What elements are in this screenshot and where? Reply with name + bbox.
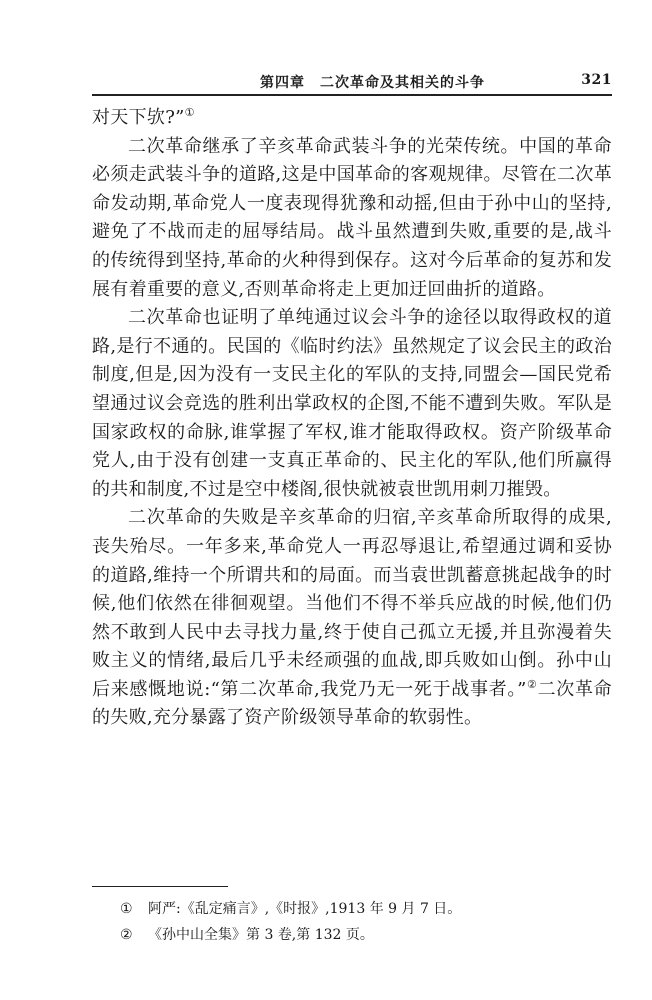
footnote-1 [120, 896, 600, 922]
paragraph-continuation [92, 104, 612, 133]
paragraph-2: 二次革命也证明了单纯通过议会斗争的途径以取得政权的道路,是行不通的。民国的《临时约法》虽然规定了议会民主的政治制度,但是,因为没有一支民主化的军队的支持,同盟会—国民党希望通过议会竞选的胜利出掌政权的企图,不能不遭到失败。军队是国家政权的命脉,谁掌握了军权,谁才能取得政权。资产阶级革命党人,由于没有创建一支真正革命的、民主化的军队,他们所赢得的共和制度,不过是空中楼阁,很快就被袁世凯用刺刀摧毁。 [92, 307, 612, 500]
paragraph-text: 对天下欤?” [92, 107, 185, 128]
footnote-text: 《孙中山全集》第 3 卷,第 132 页。 [148, 927, 374, 943]
footnote-2 [120, 922, 600, 948]
footnote-ref-2[interactable]: ② [526, 677, 538, 691]
paragraph-1: 二次革命继承了辛亥革命武装斗争的光荣传统。中国的革命必须走武装斗争的道路,这是中国革命的客观规律。尽管在二次革命发动期,革命党人一度表现得犹豫和动摇,但由于孙中山的坚持,避免了不战而走的屈辱结局。战斗虽然遭到失败,重要的是,战斗的传统得到坚持,革命的火种得到保存。这对今后革命的复苏和发展有着重要的意义,否则革命将走上更加迂回曲折的道路。 [92, 135, 612, 300]
chapter-title: 第四章 二次革命及其相关的斗争 [260, 75, 485, 91]
footnote-mark: ② [120, 927, 133, 943]
footnote-ref-1[interactable]: ① [184, 106, 195, 119]
body-text [92, 104, 612, 733]
header-rule [92, 94, 612, 96]
paragraph-text: 二次革命的失败,充分暴露了资产阶级领导革命的软弱性。 [92, 678, 612, 729]
paragraph-3 [92, 504, 612, 733]
footnote-text: 阿严:《乱定痛言》,《时报》,1913 年 9 月 7 日。 [148, 901, 462, 917]
footnote-mark: ① [120, 901, 133, 917]
footnote-rule [92, 886, 228, 887]
footnotes [120, 896, 600, 948]
page-number: 321 [581, 72, 612, 88]
paragraph-text: 二次革命的失败是辛亥革命的归宿,辛亥革命所取得的成果,丧失殆尽。一年多来,革命党人一再忍辱退让,希望通过调和妥协的道路,维持一个所谓共和的局面。而当袁世凯蓄意挑起战争的时候,他们依然在徘徊观望。当他们不得不举兵应战的时候,他们仍然不敢到人民中去寻找力量,终于使自己孤立无援,并且弥漫着失败主义的情绪,最后几乎未经顽强的血战,即兵败如山倒。孙中山后来感慨地说:“第二次革命,我党乃无一死于战事者。” [92, 507, 612, 700]
running-header [92, 62, 612, 102]
